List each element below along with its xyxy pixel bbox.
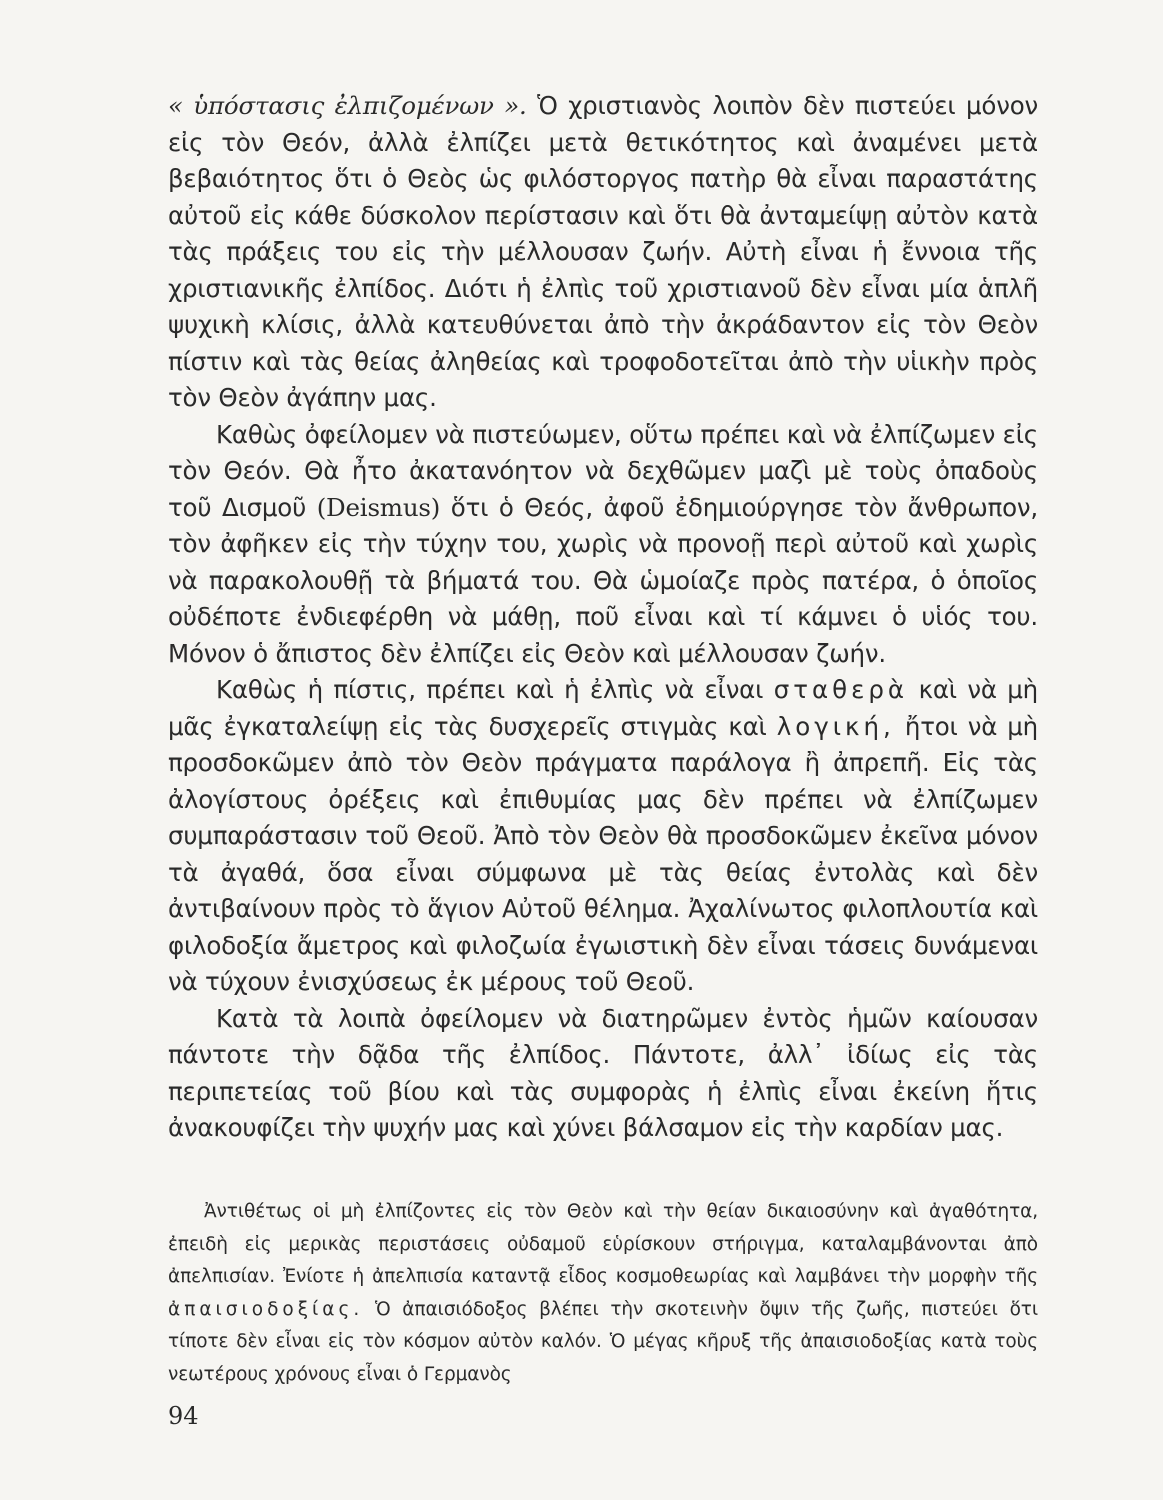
spaced-word-apaisiodoxias: ἀπαισιοδοξίας. (168, 1298, 364, 1320)
paragraph-2-part2: ὅτι ὁ Θεός, ἀφοῦ ἐδημιούργησε τὸν ἄνθρωπον, τὸν ἀφῆκεν εἰς τὴν τύχην του, χωρὶς νὰ προνοῇ περὶ αὐτοῦ καὶ χωρὶς νὰ παρακολουθῇ τὰ βήματά του. Θὰ ὡμοίαζε πρὸς πατέρα, ὁ ὁποῖος οὐδέποτε ἐνδιεφέρθη νὰ μάθῃ, ποῦ εἶναι καὶ τί κάμνει ὁ υἱός του. Μόνον ὁ ἄπιστος δὲν ἐλπίζει εἰς Θεὸν καὶ μέλλουσαν ζωήν. (168, 492, 1038, 668)
spaced-word-stathera: σταθερὰ (773, 675, 909, 704)
latin-term: (Deismus) (316, 492, 441, 522)
spaced-word-logiki: λογική, (776, 711, 895, 741)
paragraph-2 (168, 417, 1038, 673)
paragraph-2-part1: Καθὼς ὀφείλομεν νὰ πιστεύωμεν, οὕτω πρέπει καὶ νὰ ἐλπίζωμεν εἰς τὸν Θεόν. Θὰ ἦτο ἀκατανόητον νὰ δεχθῶμεν μαζὶ μὲ τοὺς ὀπαδοὺς τοῦ Δισμοῦ (168, 419, 1038, 522)
italic-quote: « ὑπόστασις ἐλπιζομένων ». (168, 91, 527, 120)
paragraph-3-part1: Καθὼς ἡ πίστις, πρέπει καὶ ἡ ἐλπὶς νὰ εἶναι (216, 675, 774, 704)
paragraph-1 (168, 88, 1038, 417)
paragraph-3 (168, 672, 1038, 1001)
paragraph-3-part3: ἤτοι νὰ μὴ προσδοκῶμεν ἀπὸ τὸν Θεὸν πράγματα παράλογα ἢ ἀπρεπῆ. Εἰς τὰς ἀλογίστους ὀρέξεις καὶ ἐπιθυμίας μας δὲν πρέπει νὰ ἐλπίζωμεν συμπαράστασιν τοῦ Θεοῦ. Ἀπὸ τὸν Θεὸν θὰ προσδοκῶμεν ἐκεῖνα μόνον τὰ ἀγαθά, ὅσα εἶναι σύμφωνα μὲ τὰς θείας ἐντολὰς καὶ δὲν ἀντιβαίνουν πρὸς τὸ ἅγιον Αὐτοῦ θέλημα. Ἀχαλίνωτος φιλοπλουτία καὶ φιλοδοξία ἄμετρος καὶ φιλοζωία ἐγωιστικὴ δὲν εἶναι τάσεις δυνάμεναι νὰ τύχουν ἐνισχύσεως ἐκ μέρους τοῦ Θεοῦ. (168, 711, 1038, 996)
page-number: 94 (168, 1402, 199, 1430)
paragraph-1-text: Ὁ χριστιανὸς λοιπὸν δὲν πιστεύει μόνον εἰς τὸν Θεόν, ἀλλὰ ἐλπίζει μετὰ θετικότητος καὶ ἀναμένει μετὰ βεβαιότητος ὅτι ὁ Θεὸς ὡς φιλόστοργος πατὴρ θὰ εἶναι παραστάτης αὐτοῦ εἰς κάθε δύσκολον περίστασιν καὶ ὅτι θὰ ἀνταμείψῃ αὐτὸν κατὰ τὰς πράξεις του εἰς τὴν μέλλουσαν ζωήν. Αὐτὴ εἶναι ἡ ἔννοια τῆς χριστιανικῆς ἐλπίδος. Διότι ἡ ἐλπὶς τοῦ χριστιανοῦ δὲν εἶναι μία ἁπλῆ ψυχικὴ κλίσις, ἀλλὰ κατευθύνεται ἀπὸ τὴν ἀκράδαντον εἰς τὸν Θεὸν πίστιν καὶ τὰς θείας ἀληθείας καὶ τροφοδοτεῖται ἀπὸ τὴν υἱικὴν πρὸς τὸν Θεὸν ἀγάπην μας. (168, 91, 1038, 412)
main-text-block (168, 88, 1038, 1147)
small-paragraph-part2: Ὁ ἀπαισιόδοξος βλέπει τὴν σκοτεινὴν ὄψιν τῆς ζωῆς, πιστεύει ὅτι τίποτε δὲν εἶναι εἰς τὸν κόσμον αὐτὸν καλόν. Ὁ μέγας κῆρυξ τῆς ἀπαισιοδοξίας κατὰ τοὺς νεωτέρους χρόνους εἶναι ὁ Γερμανὸς (168, 1298, 1038, 1385)
small-paragraph-part1: Ἀντιθέτως οἱ μὴ ἐλπίζοντες εἰς τὸν Θεὸν καὶ τὴν θείαν δικαιοσύνην καὶ ἀγαθότητα, ἐπειδὴ εἰς μερικὰς περιστάσεις οὐδαμοῦ εὑρίσκουν στήριγμα, καταλαμβάνονται ἀπὸ ἀπελπισίαν. Ἐνίοτε ἡ ἀπελπισία καταντᾷ εἶδος κοσμοθεωρίας καὶ λαμβάνει τὴν μορφὴν τῆς (168, 1201, 1038, 1287)
small-print-block (168, 1196, 1038, 1391)
small-paragraph (168, 1196, 1038, 1391)
paragraph-4-text: Κατὰ τὰ λοιπὰ ὀφείλομεν νὰ διατηρῶμεν ἐντὸς ἡμῶν καίουσαν πάντοτε τὴν δᾷδα τῆς ἐλπίδος. Πάντοτε, ἀλλ᾽ ἰδίως εἰς τὰς περιπετείας τοῦ βίου καὶ τὰς συμφορὰς ἡ ἐλπὶς εἶναι ἐκείνη ἥτις ἀνακουφίζει τὴν ψυχήν μας καὶ χύνει βάλσαμον εἰς τὴν καρδίαν μας. (168, 1003, 1038, 1142)
paragraph-3-part2: καὶ νὰ μὴ μᾶς ἐγκαταλείψῃ εἰς τὰς δυσχερεῖς στιγμὰς καὶ (168, 675, 1038, 741)
paragraph-4 (168, 1001, 1038, 1147)
